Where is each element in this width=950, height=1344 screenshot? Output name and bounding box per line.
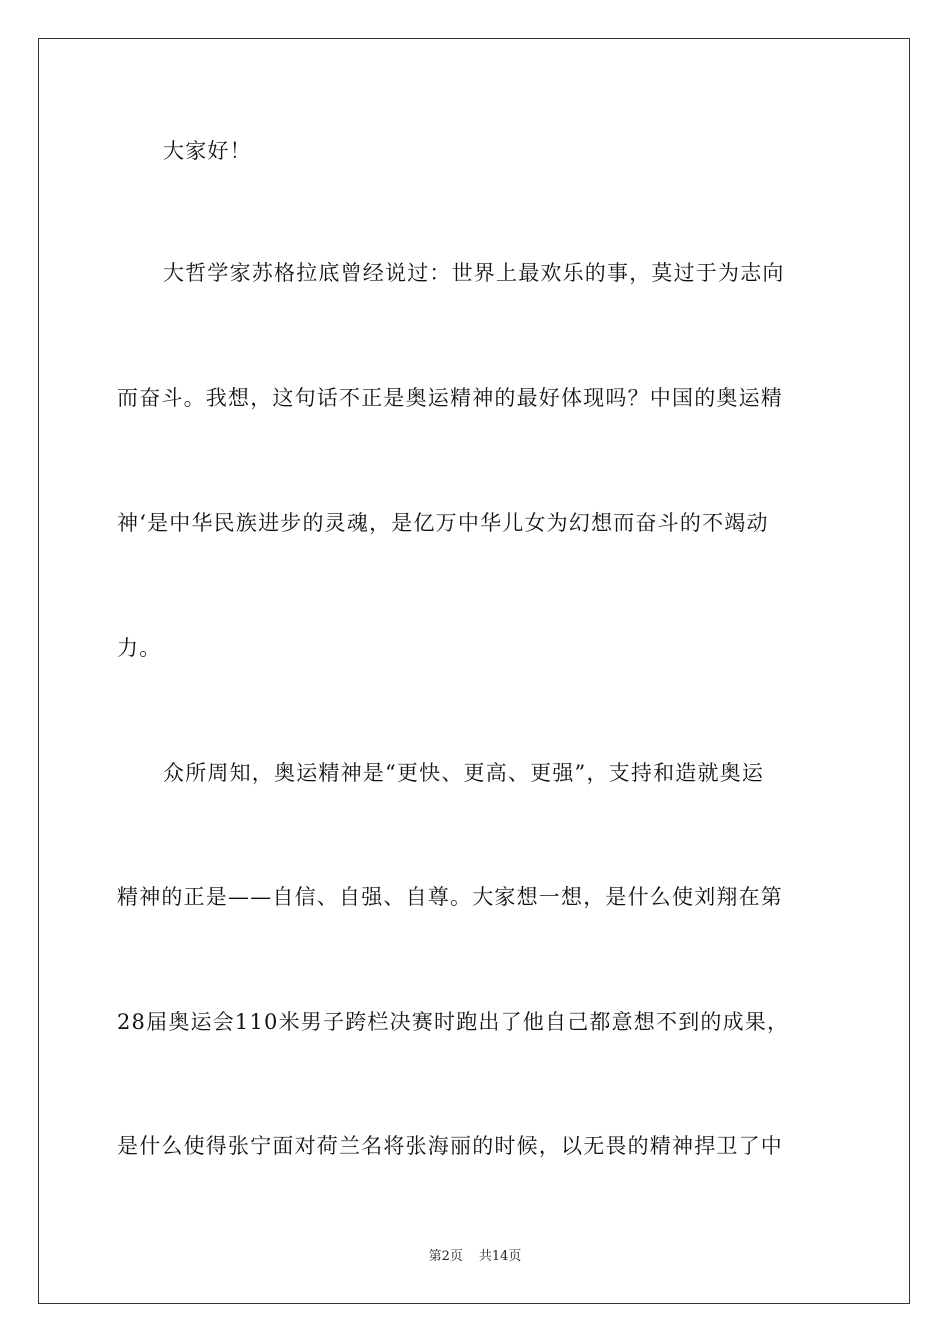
text-line-paragraph-1-line-4: 力。 — [117, 636, 162, 660]
page-frame — [38, 38, 910, 1304]
text-line-paragraph-1-line-1: 大哲学家苏格拉底曾经说过：世界上最欢乐的事，莫过于为志向 — [163, 261, 785, 285]
page-total: 共14页 — [478, 1249, 522, 1264]
text-line-paragraph-1-line-3: 神‘是中华民族进步的灵魂，是亿万中华儿女为幻想而奋斗的不竭动 — [117, 511, 769, 535]
text-line-paragraph-1-line-2: 而奋斗。我想，这句话不正是奥运精神的最好体现吗？中国的奥运精 — [117, 386, 783, 410]
text-line-paragraph-2-line-3: 28届奥运会110米男子跨栏决赛时跑出了他自己都意想不到的成果， — [117, 1010, 790, 1034]
text-line-paragraph-2-line-1: 众所周知，奥运精神是“更快、更高、更强”，支持和造就奥运 — [163, 761, 765, 785]
page-number: 第2页 — [428, 1249, 463, 1264]
text-line-paragraph-2-line-2: 精神的正是——自信、自强、自尊。大家想一想，是什么使刘翔在第 — [117, 885, 783, 909]
text-line-greeting: 大家好！ — [163, 139, 252, 163]
text-line-paragraph-2-line-4: 是什么使得张宁面对荷兰名将张海丽的时候，以无畏的精神捍卫了中 — [117, 1134, 783, 1158]
page-footer — [0, 1245, 950, 1264]
